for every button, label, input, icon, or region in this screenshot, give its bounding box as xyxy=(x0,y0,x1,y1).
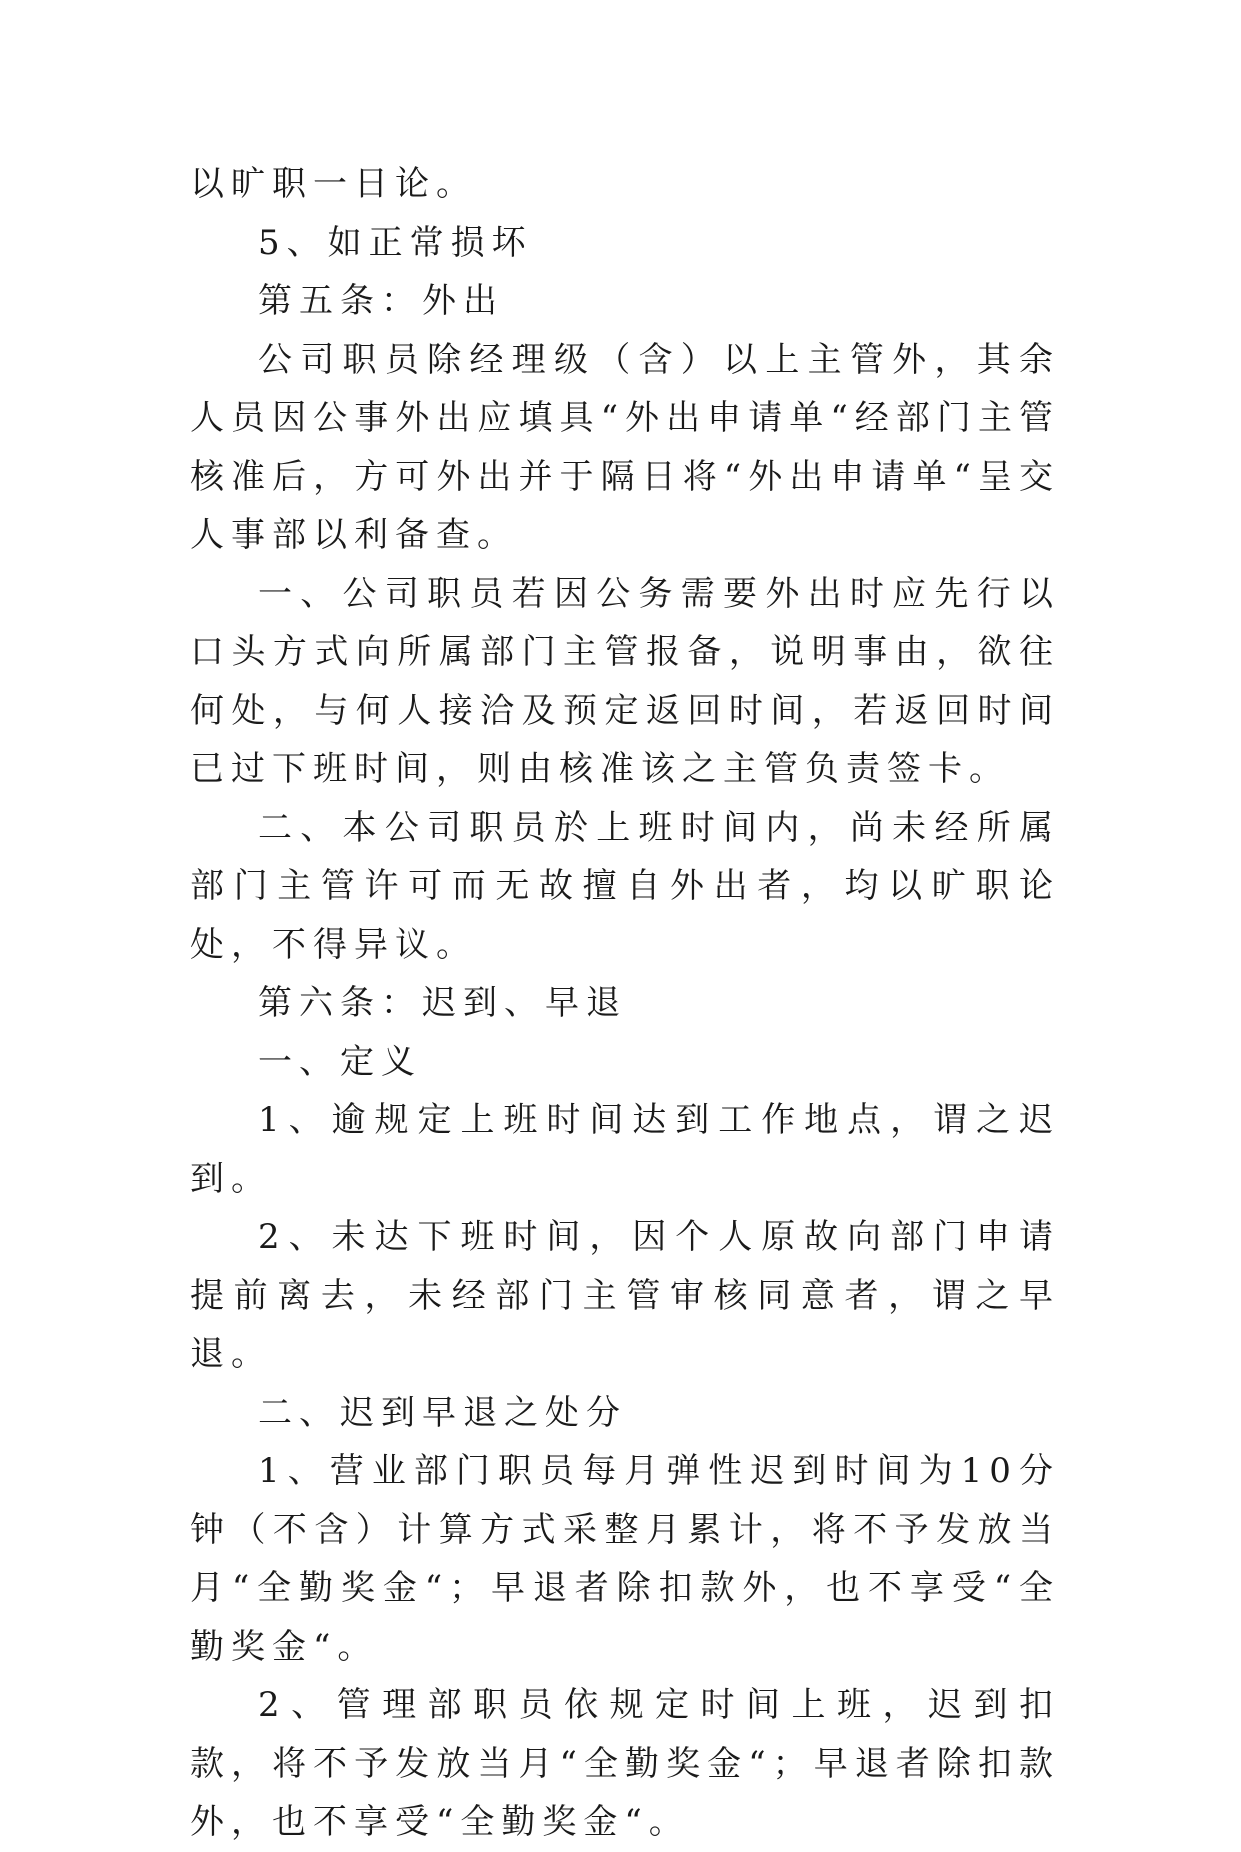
document-body xyxy=(190,155,1060,1852)
article-6-heading: 第六条：迟到、早退 xyxy=(258,983,627,1023)
definition-late: 1、逾规定上班时间达到工作地点，谓之迟到。 xyxy=(190,1100,1060,1199)
article-6-section-2-heading: 二、迟到早退之处分 xyxy=(258,1392,627,1433)
article-5-clause-1: 一、公司职员若因公务需要外出时应先行以口头方式向所属部门主管报备，说明事由，欲往何处，与何人接洽及预定返回时间，若返回时间已过下班时间，则由核准该之主管负责签卡。 xyxy=(190,573,1060,789)
article-6-section-1-heading: 一、定义 xyxy=(258,1041,422,1082)
definition-early-leave: 2、未达下班时间，因个人原故向部门申请提前离去，未经部门主管审核同意者，谓之早退。 xyxy=(190,1217,1060,1374)
penalty-management-staff: 2、管理部职员依规定时间上班，迟到扣款，将不予发放当月“全勤奖金“；早退者除扣款外，也不享受“全勤奖金“。 xyxy=(190,1685,1060,1842)
article-5-clause-2: 二、本公司职员於上班时间内，尚未经所属部门主管许可而无故擅自外出者，均以旷职论处，不得异议。 xyxy=(190,807,1060,965)
article-5-heading: 第五条：外出 xyxy=(258,281,504,321)
article-5-intro: 公司职员除经理级（含）以上主管外，其余人员因公事外出应填具“外出申请单“经部门主管核准后，方可外出并于隔日将“外出申请单“呈交人事部以利备查。 xyxy=(190,339,1060,555)
paragraph-item-5: 5、如正常损坏 xyxy=(258,222,533,263)
paragraph-continuation: 以旷职一日论。 xyxy=(190,164,477,204)
penalty-sales-staff: 1、营业部门职员每月弹性迟到时间为10分钟（不含）计算方式采整月累计，将不予发放当月“全勤奖金“；早退者除扣款外，也不享受“全勤奖金“。 xyxy=(190,1451,1060,1667)
